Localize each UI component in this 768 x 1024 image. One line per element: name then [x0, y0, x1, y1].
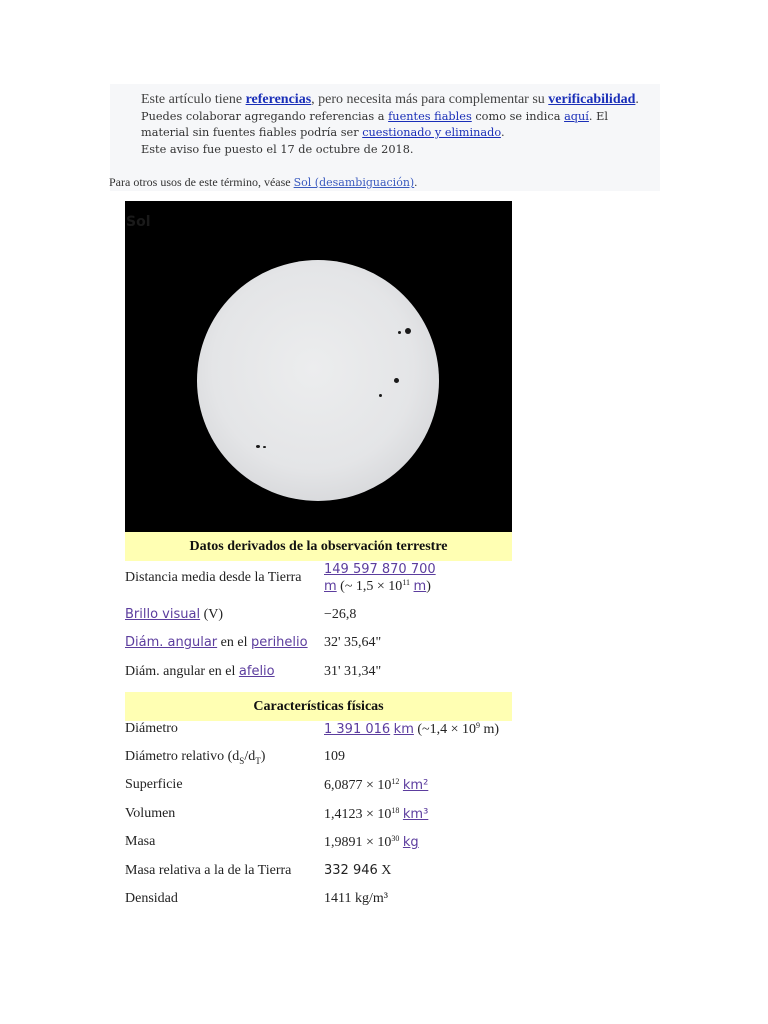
diam-perihelio-value: 32' 35,64" [324, 635, 382, 650]
km3-link[interactable]: km³ [402, 807, 429, 822]
notice-text [141, 92, 656, 158]
volumen-value: $1,4123 \times 10^{18}$ km³ [324, 806, 429, 822]
km2-link[interactable]: km² [402, 778, 429, 793]
metro-link[interactable]: m [324, 579, 337, 594]
diametro-value: 1 391 016 km (~1,4 × $10^9$ m) [324, 721, 500, 737]
distancia-approx: m (~ $1,5 \times 10^{11}$ m) [324, 578, 431, 594]
metro-link-2[interactable]: m [413, 579, 427, 594]
densidad-value: 1411 kg/m³ [324, 891, 388, 906]
masa-label: Masa [125, 834, 156, 849]
densidad-label: Densidad [125, 891, 178, 906]
brillo-link[interactable]: Brillo visual [125, 607, 201, 622]
sun-disc [197, 260, 439, 501]
diam-afelio-label: Diám. angular en el afelio [125, 664, 275, 679]
cuestionado-link[interactable]: cuestionado y eliminado [362, 126, 501, 139]
diam-relativo-label: Diámetro relativo $(d_S/d_T)$ [125, 749, 266, 766]
notice-line-2: Puedes colaborar agregando referencias a fuentes fiables como se indica aquí. El [141, 109, 608, 123]
superficie-label: Superficie [125, 777, 183, 792]
km-link[interactable]: km [393, 722, 414, 737]
verificabilidad-link[interactable]: verificabilidad [548, 92, 636, 107]
masa-relativa-label: Masa relativa a la de la Tierra [125, 863, 292, 878]
fuentes-fiables-link[interactable]: fuentes fiables [388, 109, 472, 123]
distancia-label: Distancia media desde la Tierra [125, 570, 302, 585]
diametro-label: Diámetro [125, 721, 178, 736]
aqui-link[interactable]: aquí [564, 109, 589, 123]
distancia-value-link[interactable]: 149 597 870 700 [324, 562, 436, 577]
perihelio-link[interactable]: perihelio [250, 635, 308, 650]
sunspot [405, 328, 411, 334]
image-title: Sol [126, 214, 151, 230]
disambiguation-link[interactable]: Sol (desambiguación) [293, 176, 415, 189]
sunspot [263, 446, 266, 448]
volumen-label: Volumen [125, 806, 176, 821]
notice-line-1: Este artículo tiene referencias, pero necesita más para complementar su verificabilidad. [141, 92, 639, 107]
sunspot [379, 394, 382, 397]
disambiguation-hatnote: Para otros usos de este término, véase Sol (desambiguación). [109, 175, 418, 189]
superficie-value: $6,0877 \times 10^{12}$ km² [324, 777, 429, 793]
notice-date: Este aviso fue puesto el 17 de octubre de 2018. [141, 142, 414, 156]
masa-value: $1,9891 \times 10^{30}$ kg [324, 834, 419, 850]
notice-line-3: material sin fuentes fiables podría ser cuestionado y eliminado. [141, 126, 505, 139]
diam-afelio-value: 31' 31,34" [324, 664, 382, 679]
brillo-label: Brillo visual (V) [125, 607, 224, 622]
diam-relativo-value: 109 [324, 749, 345, 764]
sunspot [256, 445, 260, 448]
diametro-value-link[interactable]: 1 391 016 [324, 722, 391, 737]
section-observation: Datos derivados de la observación terrestre [125, 532, 512, 561]
referencias-link[interactable]: referencias [245, 92, 312, 107]
sunspot [394, 378, 399, 383]
diam-perihelio-label: Diám. angular en el perihelio [125, 635, 308, 650]
distancia-value [324, 562, 436, 578]
kg-link[interactable]: kg [402, 835, 419, 850]
afelio-link[interactable]: afelio [238, 664, 275, 679]
masa-relativa-value: 332 946 X [324, 863, 392, 878]
diam-angular-link[interactable]: Diám. angular [125, 635, 218, 650]
sunspot [398, 331, 401, 334]
section-physical: Características físicas [125, 692, 512, 721]
brillo-value: −26,8 [324, 607, 357, 622]
